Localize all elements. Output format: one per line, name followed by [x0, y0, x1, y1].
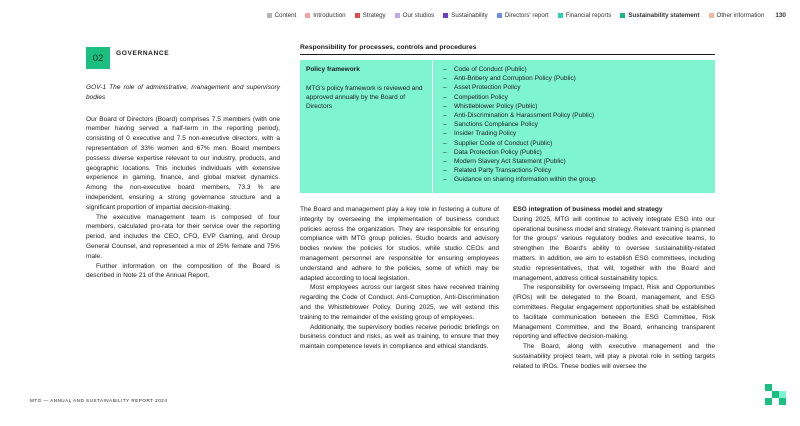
- nav-color-square-icon: [395, 13, 400, 18]
- middle-paragraph-3: Additionally, the supervisory bodies receive periodic briefings on business conduct and risks, as well as training, to ensure that they maintain competence levels in compliance and ethical standards.: [300, 323, 499, 351]
- policy-label: Insider Trading Policy: [454, 130, 517, 138]
- nav-item-financial-reports[interactable]: [558, 12, 612, 19]
- policy-label: Code of Conduct (Public): [454, 66, 527, 73]
- nav-color-square-icon: [620, 13, 625, 18]
- nav-item-sustainability-statement[interactable]: [620, 12, 699, 19]
- nav-item-label: Sustainability: [451, 11, 488, 19]
- subsection-title: GOV-1 The role of administrative, management and supervisory bodies: [86, 84, 280, 101]
- nav-item-label: Strategy: [362, 11, 386, 19]
- right-paragraph-1: During 2025, MTG will continue to actively integrate ESG into our operational business model and strategy. Relevant training is planned for the groups' various regulatory bodies and executive teams, to strengthen the Board's ability to oversee sustainability-related matters. In addition, we aim to establish ESG committees, including studio representatives, that will, together with the Board and management, address critical sustainability topics.: [513, 215, 715, 282]
- nav-item-sustainability[interactable]: [443, 12, 487, 19]
- policy-item: [443, 120, 705, 129]
- dash-bullet-icon: –: [443, 75, 447, 83]
- title-divider: [300, 54, 715, 55]
- dash-bullet-icon: –: [443, 130, 447, 138]
- policy-item: [443, 83, 705, 92]
- policy-item: [443, 93, 705, 102]
- policy-item: [443, 102, 705, 111]
- nav-color-square-icon: [355, 13, 360, 18]
- dash-bullet-icon: –: [443, 66, 447, 73]
- policy-label: Data Protection Policy (Public): [454, 148, 542, 156]
- nav-item-label: Other information: [716, 11, 765, 19]
- policy-label: Whistleblower Policy (Public): [454, 102, 538, 110]
- nav-item-label: Directors' report: [504, 11, 549, 19]
- nav-item-our-studios[interactable]: [395, 12, 435, 19]
- dash-bullet-icon: –: [443, 102, 447, 110]
- policy-framework-title: Policy framework: [306, 66, 360, 73]
- policy-list-cell: [433, 60, 715, 193]
- nav-item-label: Content: [274, 11, 297, 19]
- page-number: 130: [775, 11, 786, 19]
- esg-heading: ESG integration of business model and strategy: [513, 206, 663, 213]
- nav-color-square-icon: [709, 13, 714, 18]
- middle-paragraph-1: The Board and management play a key role in fostering a culture of integrity by overseeing the implementation of business conduct policies across the organization. They are responsible for ensuring compliance with MTG group policies. Studio boards and advisory bodies review the policies for studios, while studio CEOs and management personnel are responsible for ensuring employees understand and adhere to the policies, some of which may be adapted according to local legislation.: [300, 206, 499, 282]
- nav-item-label: Financial reports: [565, 11, 612, 19]
- policy-label: Supplier Code of Conduct (Public): [454, 139, 553, 147]
- nav-item-content[interactable]: [267, 12, 297, 19]
- nav-color-square-icon: [443, 13, 448, 18]
- nav-item-label: Introduction: [313, 11, 346, 19]
- dash-bullet-icon: –: [443, 176, 447, 184]
- policy-label: Sanctions Compliance Policy: [454, 121, 538, 129]
- policy-label: Anti-Discrimination & Harassment Policy (Public): [454, 112, 595, 120]
- section-number-badge: 02: [86, 47, 110, 69]
- dash-bullet-icon: –: [443, 139, 447, 147]
- policy-label: Competition Policy: [454, 93, 508, 101]
- policy-item: [443, 148, 705, 157]
- dash-bullet-icon: –: [443, 167, 447, 175]
- nav-color-square-icon: [497, 13, 502, 18]
- policy-framework-cell: [300, 60, 432, 193]
- nav-item-other-information[interactable]: [709, 12, 765, 19]
- nav-item-label: Our studios: [402, 11, 435, 19]
- nav-item-introduction[interactable]: [305, 12, 345, 19]
- policy-label: Anti-Bribery and Corruption Policy (Public): [454, 75, 576, 83]
- policy-framework-table: [300, 60, 715, 193]
- dash-bullet-icon: –: [443, 112, 447, 120]
- policy-label: Modern Slavery Act Statement (Public): [454, 158, 566, 166]
- section-label: GOVERNANCE: [116, 50, 170, 57]
- nav-item-directors-report[interactable]: [497, 12, 549, 19]
- right-paragraph-3: The Board, along with executive management and the sustainability project team, will play a pivotal role in setting targets related to IROs. These bodies will oversee the: [513, 343, 715, 370]
- policy-item: [443, 157, 705, 166]
- top-navigation: [267, 9, 786, 21]
- nav-color-square-icon: [305, 13, 310, 18]
- policy-label: Asset Protection Policy: [454, 84, 521, 92]
- right-column: [513, 205, 715, 372]
- dash-bullet-icon: –: [443, 121, 447, 129]
- middle-paragraph-2: Most employees across our largest sites have received training regarding the Code of Conduct, Anti-Corruption, Anti-Discrimination and the Whistleblower Policy. During 2025, we will extend this training to the remainder of the existing group of employees.: [300, 284, 499, 321]
- middle-column: [300, 205, 499, 352]
- nav-items: [267, 12, 765, 19]
- nav-item-label: Sustainability statement: [628, 11, 700, 19]
- dash-bullet-icon: –: [443, 158, 447, 166]
- policy-item: [443, 74, 705, 83]
- policy-item: [443, 139, 705, 148]
- left-paragraph-3: Further information on the composition of the Board is described in Note 21 of the Annual Report.: [86, 262, 280, 280]
- right-paragraph-2: The responsibility for overseeing Impact, Risk and Opportunities (IROs) will be delegated to the Board, management, and ESG committees. Regular engagement opportunities shall be established to facilitate communication between the ESG Committee, Risk Management Committee, and the Board, enhancing transparent reporting and effective decision-making.: [513, 284, 715, 341]
- policy-item: [443, 65, 705, 74]
- policy-framework-text: MTG's policy framework is reviewed and approved annually by the Board of Directors: [306, 85, 423, 110]
- left-paragraph-2: The executive management team is composed of four members, calculated pro-rata for their service over the reporting period, and includes the CEO, CFO, EVP Gaming, and Group General Counsel, and represented a mix of 25% female and 75% male.: [86, 213, 280, 260]
- dash-bullet-icon: –: [443, 93, 447, 101]
- nav-color-square-icon: [267, 13, 272, 18]
- left-paragraph-1: Our Board of Directors (Board) comprises 7.5 members (with one member having served a half-term in the reporting period), consisting of 0 executive and 7.5 non-executive directors, with a representation of 33% women and 67% men. Board members possess diverse expertise relevant to our industry, products, and geographic locations. This includes individuals with extensive experience in gaming, finance, and global market dynamics. Among the non-executive board members, 73.3 % are independent, ensuring a strong governance structure and a significant proportion of impartial decision-making.: [86, 115, 280, 211]
- policy-item: [443, 166, 705, 175]
- nav-item-strategy[interactable]: [355, 12, 386, 19]
- dash-bullet-icon: –: [443, 148, 447, 156]
- policy-item: [443, 111, 705, 120]
- mtg-logo-icon: [765, 384, 787, 406]
- responsibility-title: Responsibility for processes, controls and procedures: [300, 44, 477, 51]
- nav-color-square-icon: [558, 13, 563, 18]
- left-column: [86, 83, 280, 281]
- policy-label: Related Party Transactions Policy: [454, 167, 552, 175]
- policy-list: [443, 65, 705, 185]
- footer-text: MTG — ANNUAL AND SUSTAINABILITY REPORT 2024: [30, 398, 168, 403]
- policy-item: [443, 129, 705, 138]
- policy-item: [443, 175, 705, 184]
- policy-label: Guidance on sharing information within the group: [454, 176, 596, 184]
- dash-bullet-icon: –: [443, 84, 447, 92]
